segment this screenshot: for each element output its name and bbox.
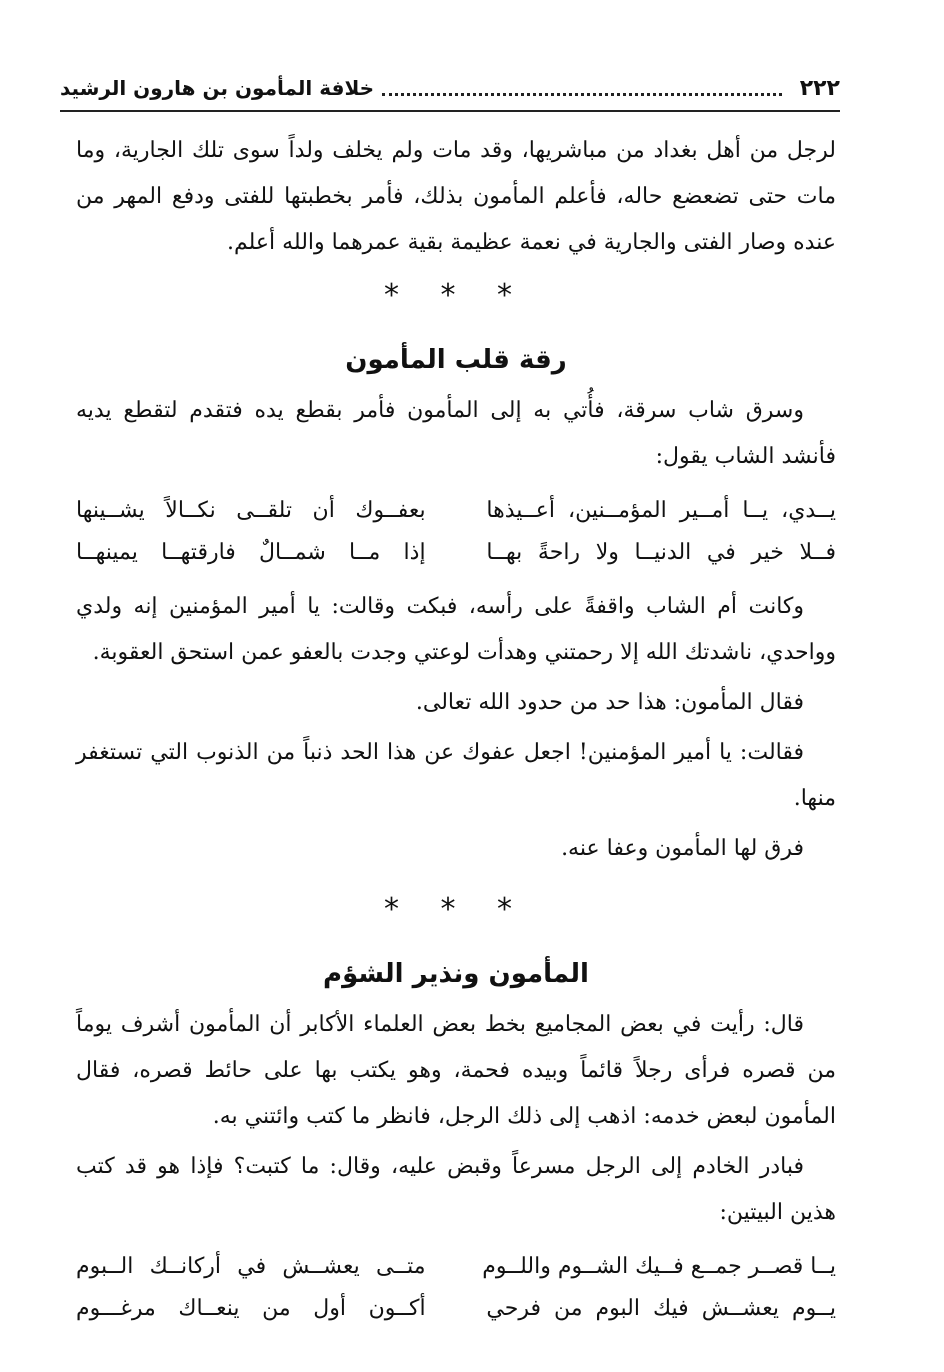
hemistich-second: إذا مــا شمــالٌ فارقتهــا يمينهــا bbox=[76, 540, 426, 565]
paragraph-mother: وكانت أم الشاب واقفةً على رأسه، فبكت وقالت: يا أمير المؤمنين إنه ولدي وواحدي، ناشدتك الله إلا رحمتني وهدأت لوعتي وجدت بالعفو عمن استحق العقوبة. bbox=[76, 594, 836, 665]
poem-verse bbox=[76, 1246, 836, 1288]
hemistich-first: يــدي، يــا أمــير المؤمــنين، أعــيذها bbox=[486, 498, 836, 523]
header-dot-leader bbox=[382, 81, 782, 96]
paragraph-servant: فبادر الخادم إلى الرجل مسرعاً وقبض عليه، وقال: ما كتبت؟ فإذا هو قد كتب هذين البيتين: bbox=[76, 1154, 836, 1225]
paragraph-mother-reply: فقالت: يا أمير المؤمنين! اجعل عفوك عن هذا الحد ذنباً من الذنوب التي تستغفر منها. bbox=[76, 740, 836, 811]
paragraph-palace: قال: رأيت في بعض المجاميع بخط بعض العلماء الأكابر أن المأمون أشرف يوماً من قصره فرأى رجلاً قائماً وبيده فحمة، وهو يكتب بها على حائط قصره، فقال المأمون لبعض خدمه: اذهب إلى ذلك الرجل، فانظر ما كتب وائتني به. bbox=[76, 1012, 836, 1129]
hemistich-second: متــى يعشــش في أركانــك الــبوم bbox=[76, 1254, 426, 1279]
hemistich-second: بعفــوك أن تلقــى نكــالاً يشــينها bbox=[76, 498, 426, 523]
poem-verse bbox=[76, 1288, 836, 1330]
section-separator: * * * bbox=[383, 278, 529, 313]
poem-verse bbox=[76, 532, 836, 574]
paragraph-mamun-reply: فقال المأمون: هذا حد من حدود الله تعالى. bbox=[415, 690, 804, 715]
section-heading-omen: المأمون ونذير الشؤم bbox=[323, 959, 589, 989]
paragraph-theft: وسرق شاب سرقة، فأُتي به إلى المأمون فأمر بقطع يده فتقدم لتقطع يديه فأنشد الشاب يقول: bbox=[76, 398, 836, 469]
poem-block bbox=[76, 1246, 836, 1330]
hemistich-first: يــا قصــر جمــع فــيك الشــوم واللــوم bbox=[482, 1254, 836, 1279]
running-title: خلافة المأمون بن هارون الرشيد bbox=[60, 76, 375, 100]
hemistich-first: يــوم يعشــش فيك البوم من فرحي bbox=[486, 1296, 836, 1321]
paragraph-pardon: فرق لها المأمون وعفا عنه. bbox=[561, 836, 804, 861]
section-separator: * * * bbox=[383, 892, 529, 927]
hemistich-first: فــلا خير في الدنيــا ولا راحةً بهــا bbox=[486, 540, 836, 565]
poem-verse bbox=[76, 490, 836, 532]
page-header bbox=[60, 70, 840, 106]
page-body bbox=[76, 128, 836, 1340]
poem-block bbox=[76, 490, 836, 574]
section-heading-tender-heart: رقة قلب المأمون bbox=[345, 345, 567, 375]
continued-paragraph: لرجل من أهل بغداد من مباشريها، وقد مات ولم يخلف ولداً سوى تلك الجارية، وما مات حتى تضعضع حاله، فأعلم المأمون بذلك، فأمر بخطبتها للفتى ودفع المهر من عنده وصار الفتى والجارية في نعمة عظيمة بقية عمرهما والله أعلم. bbox=[76, 138, 836, 255]
page-number: ٢٢٢ bbox=[799, 75, 840, 101]
header-rule bbox=[60, 110, 840, 112]
hemistich-second: أكــون أول من ينعــاك مرغـــوم bbox=[76, 1296, 426, 1321]
